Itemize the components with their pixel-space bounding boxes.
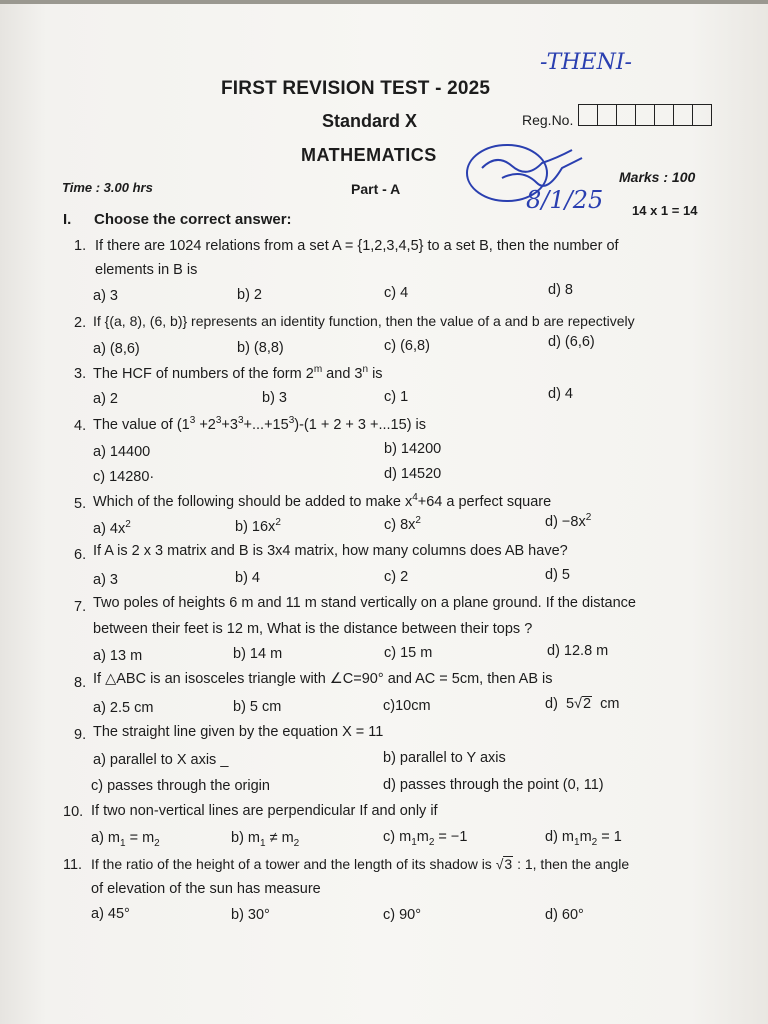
q5-option-a: a) $4x^2$ (93, 519, 131, 537)
q1-text-cont: elements in B is (95, 262, 198, 278)
q10-option-b: b) $m_1 \ne m_2$ (231, 830, 300, 849)
q1-number: 1. (74, 238, 87, 254)
q7-option-d: d) 12.8 m (547, 643, 609, 659)
q8-text: If △ABC is an isosceles triangle with ∠C=90° and AC = 5cm, then AB is (93, 671, 553, 687)
q2-option-b: b) (8,8) (237, 340, 284, 356)
q10-option-d: d) $m_1m_2 = 1$ (545, 829, 622, 848)
q5-option-d: $d) -8x^2$ (545, 512, 592, 530)
reg-no-boxes[interactable] (578, 104, 712, 126)
part-label: Part - A (351, 181, 401, 197)
q2-option-c: c) (6,8) (384, 338, 430, 354)
q11-text: If the ratio of the height of a tower and the length of its shadow is √3 : 1, then the angle (91, 856, 630, 872)
q3-option-b: b) 3 (262, 390, 287, 406)
q11-number: 11. (63, 857, 83, 873)
q8-option-a: a) 2.5 cm (93, 700, 154, 716)
q7-text-cont: between their feet is 12 m, What is the distance between their tops ? (93, 621, 533, 637)
q10-number: 10. (63, 804, 84, 820)
q9-option-a: a) parallel to X axis _ (93, 752, 229, 768)
q6-option-c: c) 2 (384, 569, 409, 585)
q7-option-b: b) 14 m (233, 646, 283, 662)
q10-option-c: c) $m_1m_2 = -1$ (383, 829, 468, 848)
q1-option-c: c) 4 (384, 285, 409, 301)
page-top-edge (0, 0, 768, 4)
q5-option-c: c) $8x^2$ (384, 515, 421, 533)
q1-text: If there are 1024 relations from a set A = {1,2,3,4,5} to a set B, then the number of (95, 238, 619, 254)
q1-option-a: a) 3 (93, 288, 118, 304)
q4-option-a: a) 14400 (93, 444, 151, 460)
q7-option-a: a) 13 m (93, 648, 143, 664)
q2-option-a: a) (8,6) (93, 341, 140, 357)
q8-option-d: d) 5√2 cm (545, 696, 620, 712)
q9-option-d: d) passes through the point (0, 11) (383, 777, 604, 793)
q3-text: The HCF of numbers of the form 2$^m$ and 3$^n$ is (93, 364, 383, 382)
standard-label: Standard X (322, 111, 418, 131)
handwritten-date: 8/1/25 (526, 186, 604, 214)
time-label: Time : 3.00 hrs (62, 180, 153, 195)
q6-option-b: b) 4 (235, 570, 260, 586)
q8-number: 8. (74, 675, 87, 691)
q9-number: 9. (74, 727, 87, 743)
q3-option-d: d) 4 (548, 386, 573, 402)
q4-number: 4. (74, 418, 87, 434)
q1-option-b: b) 2 (237, 287, 262, 303)
marks-label: Marks : 100 (619, 169, 696, 185)
q9-option-c: c) passes through the origin (91, 778, 270, 794)
q6-number: 6. (74, 547, 87, 563)
q11-option-d: d) 60° (545, 907, 584, 923)
q5-option-b: b) $16x^2$ (235, 517, 281, 535)
q3-option-a: a) 2 (93, 391, 118, 407)
q5-text: Which of the following should be added to make $x^4+64$ a perfect square (93, 492, 552, 510)
q8-option-c: c)10cm (383, 698, 431, 714)
q2-text: If {(a, 8), (6, b)} represents an identity function, then the value of a and b are repectively (93, 313, 635, 329)
q10-option-a: a) $m_1 = m_2$ (91, 830, 160, 849)
q4-option-c: c) 14280· (93, 469, 155, 485)
subject-label: MATHEMATICS (301, 145, 437, 165)
section-marks: 14 x 1 = 14 (632, 203, 698, 218)
q4-option-b: b) 14200 (384, 441, 442, 457)
q11-option-b: b) 30° (231, 907, 270, 923)
q7-number: 7. (74, 599, 87, 615)
q6-text: If A is 2 x 3 matrix and B is 3x4 matrix, how many columns does AB have? (93, 543, 568, 559)
q3-option-c: c) 1 (384, 389, 409, 405)
section-number: I. (63, 211, 72, 228)
q11-text-cont: of elevation of the sun has measure (91, 881, 321, 897)
q9-option-b: b) parallel to Y axis (383, 750, 506, 766)
q5-number: 5. (74, 496, 87, 512)
q2-option-d: d) (6,6) (548, 334, 595, 350)
q9-text: The straight line given by the equation X = 11 (93, 724, 384, 740)
q3-number: 3. (74, 366, 87, 382)
q4-text: The value of $(1^3 +2^3+3^3+...+15^3)-(1 + 2 + 3 +...15)$ is (93, 415, 427, 433)
q8-option-b: b) 5 cm (233, 699, 282, 715)
handwritten-place: -THENI- (540, 50, 632, 75)
section-instruction: Choose the correct answer: (94, 211, 292, 228)
reg-no-label: Reg.No. (522, 112, 574, 128)
q2-number: 2. (74, 315, 87, 331)
q11-option-c: c) 90° (383, 907, 422, 923)
q11-option-a: a) 45° (91, 906, 130, 922)
q1-option-d: d) 8 (548, 282, 573, 298)
q6-option-d: d) 5 (545, 567, 570, 583)
page-title: FIRST REVISION TEST - 2025 (221, 78, 491, 99)
q7-text: Two poles of heights 6 m and 11 m stand vertically on a plane ground. If the distance (93, 595, 636, 611)
q10-text: If two non-vertical lines are perpendicular If and only if (91, 803, 438, 819)
q7-option-c: c) 15 m (384, 645, 433, 661)
q6-option-a: a) 3 (93, 572, 118, 588)
q4-option-d: d) 14520 (384, 466, 442, 482)
